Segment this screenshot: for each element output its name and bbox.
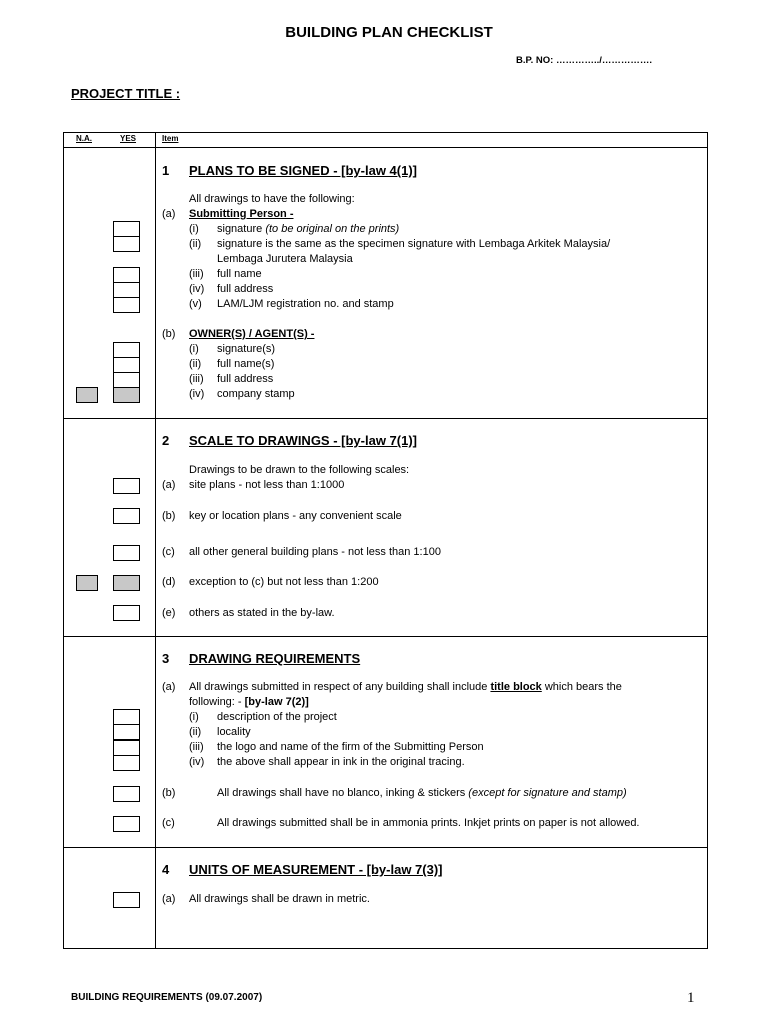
item-text: others as stated in the by-law. [189,607,335,619]
owner-agent-title: OWNER(S) / AGENT(S) - [189,328,315,340]
subitem-num: (i) [189,711,199,723]
yes-checkbox[interactable] [113,342,140,358]
section-1-number: 1 [162,163,170,178]
yes-checkbox[interactable] [113,816,140,832]
subitem-num: (i) [189,343,199,355]
header-yes: YES [120,134,137,143]
subitem-text: company stamp [217,388,295,400]
na-checkbox-shaded[interactable] [76,387,98,403]
subitem-num: (iii) [189,373,204,385]
section-3-number: 3 [162,651,170,666]
subitem-text: the logo and name of the firm of the Submitting Person [217,741,484,753]
section-2-number: 2 [162,433,170,448]
subitem-text: full name [217,268,262,280]
subitem-text: Lembaga Jurutera Malaysia [217,253,353,265]
section-3-heading: DRAWING REQUIREMENTS [189,651,361,666]
subitem-text: full address [217,283,274,295]
yes-checkbox[interactable] [113,478,140,494]
yes-checkbox[interactable] [113,724,140,740]
yes-checkbox[interactable] [113,740,140,756]
submitting-person-title: Submitting Person - [189,208,294,220]
item-label: (a) [162,479,176,491]
yes-checkbox[interactable] [113,297,140,313]
header-na: N.A. [76,134,92,143]
subitem-num: (iv) [189,283,205,295]
section-4-heading: UNITS OF MEASUREMENT - [by-law 7(3)] [189,862,443,877]
column-divider [155,132,156,949]
section-2-heading: SCALE TO DRAWINGS - [by-law 7(1)] [189,433,417,448]
item-text: following: - [by-law 7(2)] [189,696,309,708]
subitem-num: (iv) [189,388,205,400]
bp-number: B.P. NO: …………../……………. [516,55,653,66]
subitem-num: (iii) [189,741,204,753]
item-text: all other general building plans - not less than 1:100 [189,546,441,558]
item-label: (e) [162,607,176,619]
header-item: Item [162,134,179,143]
yes-checkbox[interactable] [113,755,140,771]
item-label: (c) [162,546,175,558]
subitem-text: signature is the same as the specimen signature with Lembaga Arkitek Malaysia/ [217,238,611,250]
subitem-text: the above shall appear in ink in the original tracing. [217,756,465,768]
section-divider [63,636,708,637]
item-label: (b) [162,328,176,340]
yes-checkbox[interactable] [113,357,140,373]
subitem-text: LAM/LJM registration no. and stamp [217,298,394,310]
item-label: (a) [162,893,176,905]
yes-checkbox-shaded[interactable] [113,387,140,403]
na-checkbox-shaded[interactable] [76,575,98,591]
item-text: All drawings shall have no blanco, inking & stickers (except for signature and stamp) [217,787,627,799]
item-label: (d) [162,576,176,588]
item-text: key or location plans - any convenient scale [189,510,402,522]
section-divider [63,847,708,848]
subitem-text: full name(s) [217,358,275,370]
yes-checkbox[interactable] [113,236,140,252]
item-text: All drawings submitted shall be in ammonia prints. Inkjet prints on paper is not allowed. [217,817,640,829]
item-label: (c) [162,817,175,829]
section-divider [63,418,708,419]
item-text: site plans - not less than 1:1000 [189,479,345,491]
section-4-number: 4 [162,862,170,877]
section-1-heading: PLANS TO BE SIGNED - [by-law 4(1)] [189,163,418,178]
yes-checkbox[interactable] [113,709,140,725]
subitem-text: locality [217,726,251,738]
section-2-intro: Drawings to be drawn to the following scales: [189,464,410,476]
subitem-text: full address [217,373,274,385]
yes-checkbox-shaded[interactable] [113,575,140,591]
yes-checkbox[interactable] [113,282,140,298]
item-text: All drawings shall be drawn in metric. [189,893,370,905]
item-text: exception to (c) but not less than 1:200 [189,576,379,588]
section-1-intro: All drawings to have the following: [189,193,355,205]
subitem-num: (ii) [189,238,202,250]
subitem-text: signature(s) [217,343,276,355]
subitem-num: (ii) [189,726,202,738]
subitem-text: signature (to be original on the prints) [217,223,400,235]
yes-checkbox[interactable] [113,508,140,524]
subitem-num: (iii) [189,268,204,280]
yes-checkbox[interactable] [113,786,140,802]
item-label: (b) [162,787,176,799]
footer-text: BUILDING REQUIREMENTS (09.07.2007) [71,992,263,1003]
subitem-num: (v) [189,298,202,310]
yes-checkbox[interactable] [113,372,140,388]
item-text: All drawings submitted in respect of any building shall include title block which bears the [189,681,622,693]
project-title: PROJECT TITLE : [71,86,181,101]
subitem-num: (i) [189,223,199,235]
item-label: (b) [162,510,176,522]
yes-checkbox[interactable] [113,545,140,561]
item-label: (a) [162,208,176,220]
page-number: 1 [687,990,695,1006]
yes-checkbox[interactable] [113,267,140,283]
header-divider [63,147,708,148]
item-label: (a) [162,681,176,693]
subitem-num: (iv) [189,756,205,768]
subitem-text: description of the project [217,711,337,723]
subitem-num: (ii) [189,358,202,370]
page-title: BUILDING PLAN CHECKLIST [285,24,493,41]
yes-checkbox[interactable] [113,221,140,237]
yes-checkbox[interactable] [113,605,140,621]
yes-checkbox[interactable] [113,892,140,908]
